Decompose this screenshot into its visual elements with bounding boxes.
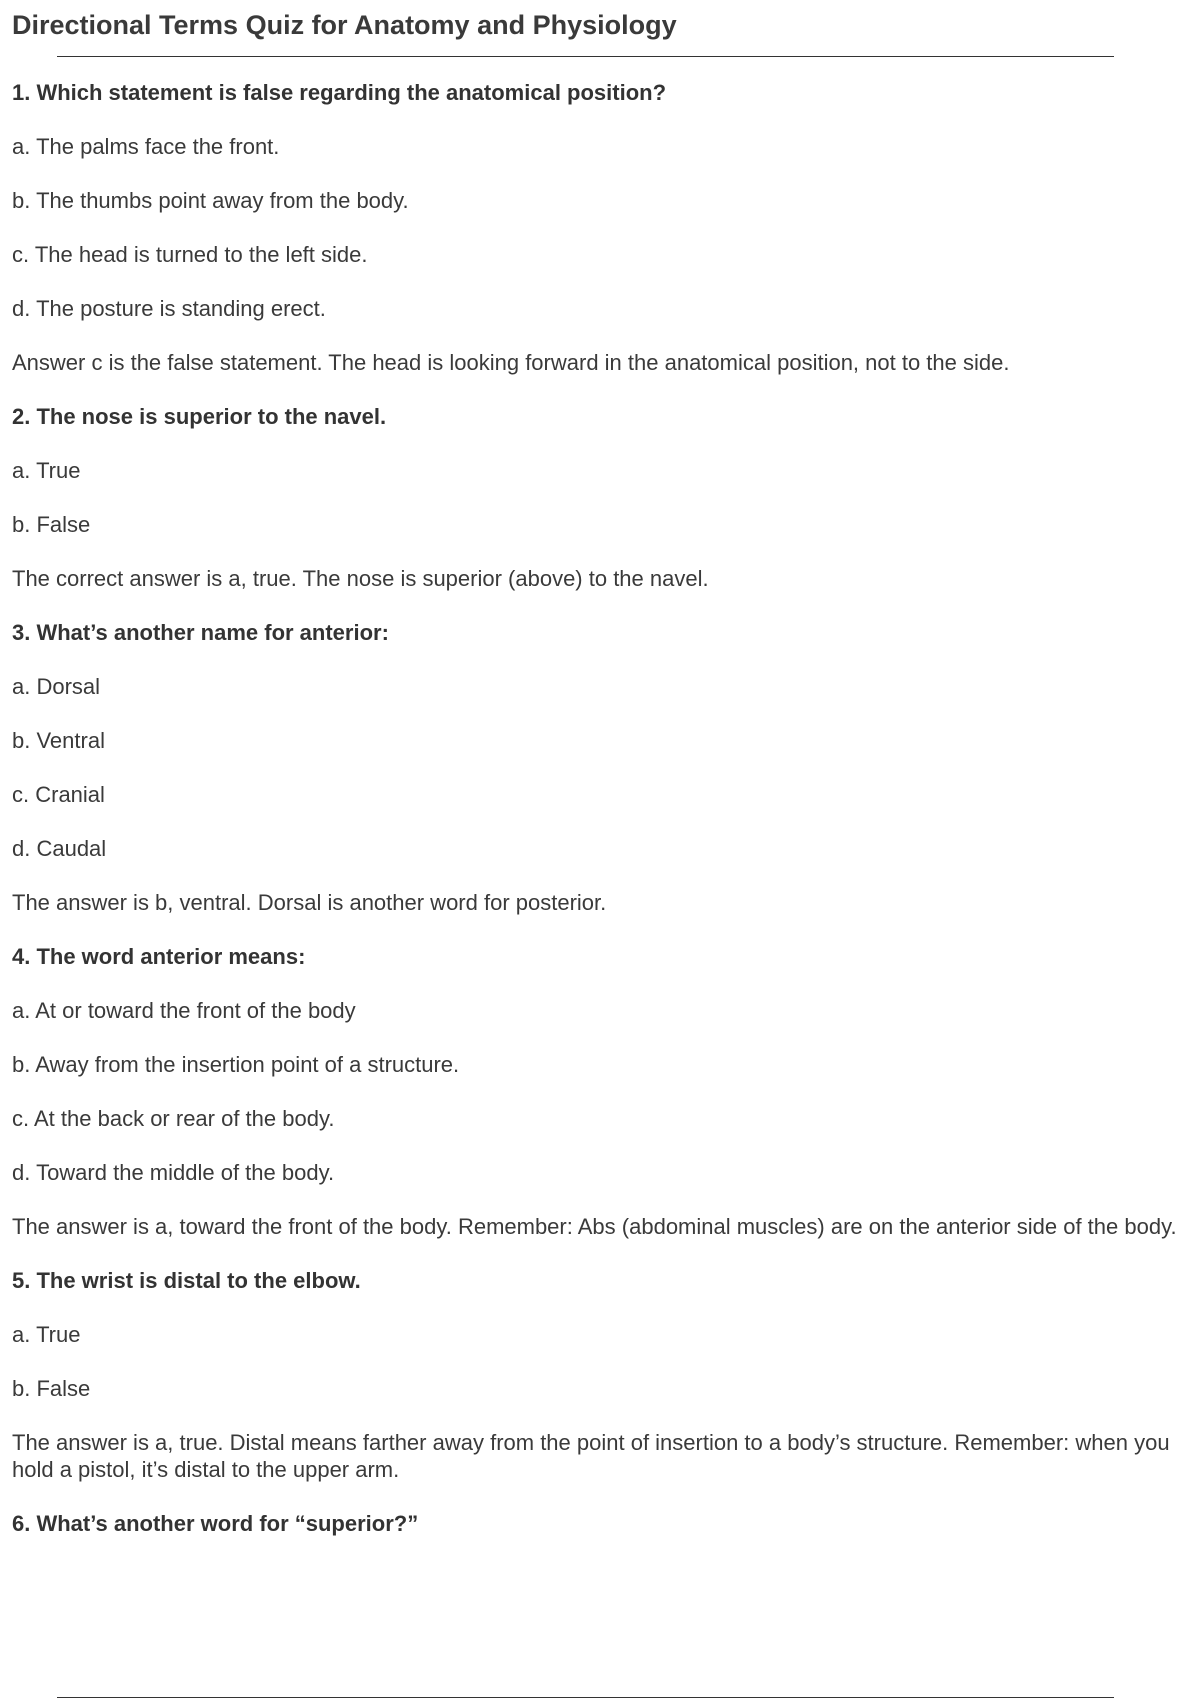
question-2: 2. The nose is superior to the navel.	[12, 404, 387, 429]
question-3: 3. What’s another name for anterior:	[12, 620, 389, 645]
question-1-option-d: d. The posture is standing erect.	[12, 296, 326, 321]
question-3-option-b: b. Ventral	[12, 728, 105, 753]
question-2-option-a: a. True	[12, 458, 81, 483]
question-4-option-b: b. Away from the insertion point of a structure.	[12, 1052, 460, 1077]
question-1-option-a: a. The palms face the front.	[12, 134, 280, 159]
question-1: 1. Which statement is false regarding the anatomical position?	[12, 80, 667, 105]
question-4-answer: The answer is a, toward the front of the body. Remember: Abs (abdominal muscles) are on the anterior side of the body.	[12, 1214, 1177, 1239]
question-2-answer: The correct answer is a, true. The nose is superior (above) to the navel.	[12, 566, 709, 591]
question-3-option-a: a. Dorsal	[12, 674, 101, 699]
question-4-option-a: a. At or toward the front of the body	[12, 998, 356, 1023]
question-4: 4. The word anterior means:	[12, 944, 306, 969]
question-1-option-c: c. The head is turned to the left side.	[12, 242, 368, 267]
question-6: 6. What’s another word for “superior?”	[12, 1511, 419, 1536]
question-3-option-c: c. Cranial	[12, 782, 105, 807]
question-3-option-d: d. Caudal	[12, 836, 107, 861]
question-4-option-c: c. At the back or rear of the body.	[12, 1106, 335, 1131]
quiz-content	[12, 66, 1192, 1551]
question-5: 5. The wrist is distal to the elbow.	[12, 1268, 361, 1293]
question-5-option-b: b. False	[12, 1376, 91, 1401]
question-5-answer: The answer is a, true. Distal means farther away from the point of insertion to a body’s structure. Remember: when you hold a pistol, it’s distal to the upper arm.	[12, 1430, 1170, 1482]
question-1-answer: Answer c is the false statement. The head is looking forward in the anatomical position, not to the side.	[12, 350, 1010, 375]
question-5-option-a: a. True	[12, 1322, 81, 1347]
top-divider	[57, 56, 1114, 57]
question-3-answer: The answer is b, ventral. Dorsal is another word for posterior.	[12, 890, 607, 915]
document-title: Directional Terms Quiz for Anatomy and Physiology	[12, 10, 677, 40]
bottom-divider	[57, 1697, 1114, 1698]
question-1-option-b: b. The thumbs point away from the body.	[12, 188, 409, 213]
question-2-option-b: b. False	[12, 512, 91, 537]
question-4-option-d: d. Toward the middle of the body.	[12, 1160, 335, 1185]
